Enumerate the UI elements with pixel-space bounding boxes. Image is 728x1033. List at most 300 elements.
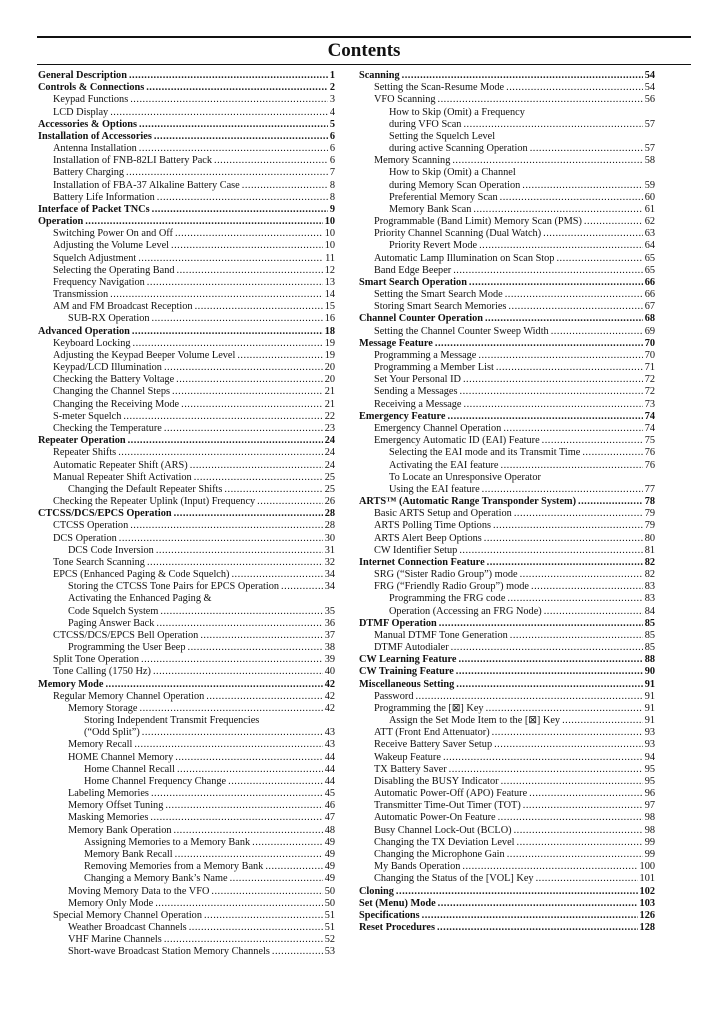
toc-dot-leader xyxy=(479,240,643,252)
toc-entry xyxy=(359,691,655,703)
toc-page-number: 9 xyxy=(329,203,335,215)
toc-page-number: 48 xyxy=(324,824,335,836)
toc-entry-label: Programming the [⊠] Key xyxy=(374,702,484,714)
toc-entry-label: Regular Memory Channel Operation xyxy=(53,690,205,702)
toc-entry-label: Activating the EAI feature xyxy=(389,459,499,471)
toc-entry xyxy=(38,460,335,472)
toc-page-number: 78 xyxy=(644,496,655,508)
toc-entry xyxy=(359,508,655,520)
toc-entry-label: Changing the Default Repeater Shifts xyxy=(68,483,223,495)
toc-entry xyxy=(359,326,655,338)
toc-entry xyxy=(38,764,335,776)
toc-page-number: 45 xyxy=(324,788,335,800)
toc-dot-leader xyxy=(110,107,328,119)
toc-dot-leader xyxy=(252,837,323,849)
toc-dot-leader xyxy=(500,192,643,204)
toc-page-number: 102 xyxy=(639,885,655,897)
toc-page-number: 82 xyxy=(644,569,655,581)
toc-entry-label: Adjusting the Volume Level xyxy=(53,240,170,252)
toc-dot-leader xyxy=(175,228,323,240)
toc-entry xyxy=(38,752,335,764)
toc-page-number: 49 xyxy=(324,836,335,848)
toc-page-number: 44 xyxy=(324,751,335,763)
toc-entry-label: during Memory Scan Operation xyxy=(389,179,521,191)
toc-entry-label: Set (Menu) Mode xyxy=(359,897,436,909)
toc-dot-leader xyxy=(231,569,322,581)
toc-entry xyxy=(359,825,655,837)
toc-entry xyxy=(359,837,655,849)
toc-dot-leader xyxy=(132,326,323,338)
toc-entry xyxy=(38,94,335,106)
toc-page-number: 66 xyxy=(644,289,655,301)
toc-page-number: 50 xyxy=(324,897,335,909)
toc-entry-label: (“Odd Split”) xyxy=(84,727,140,739)
toc-entry-label: Masking Memories xyxy=(68,812,149,824)
toc-dot-leader xyxy=(181,399,323,411)
toc-entry xyxy=(38,435,335,447)
toc-entry-label: AM and FM Broadcast Reception xyxy=(53,301,193,313)
toc-dot-leader xyxy=(211,886,322,898)
toc-entry xyxy=(38,496,335,508)
toc-entry-label: Installation of FBA-37 Alkaline Battery Case xyxy=(53,179,240,191)
toc-page-number: 76 xyxy=(644,459,655,471)
toc-entry xyxy=(38,447,335,459)
toc-page-number: 91 xyxy=(644,702,655,714)
toc-entry-label: Selecting the Operating Band xyxy=(53,264,175,276)
toc-dot-leader xyxy=(508,301,642,313)
toc-page-number: 28 xyxy=(324,520,335,532)
toc-entry xyxy=(38,508,335,520)
toc-entry xyxy=(38,253,335,265)
toc-entry xyxy=(359,922,655,934)
toc-entry xyxy=(359,313,655,325)
toc-entry xyxy=(38,216,335,228)
toc-entry xyxy=(359,618,655,630)
toc-dot-leader xyxy=(501,776,643,788)
toc-entry-label: Adjusting the Keypad Beeper Volume Level xyxy=(53,349,236,361)
toc-dot-leader xyxy=(510,630,643,642)
toc-entry-label: CW Learning Feature xyxy=(359,654,457,666)
toc-page-number: 54 xyxy=(644,82,655,94)
toc-dot-leader xyxy=(456,679,642,691)
toc-entry xyxy=(38,350,335,362)
toc-dot-leader xyxy=(139,143,328,155)
toc-dot-leader xyxy=(582,447,642,459)
toc-entry-label: ATT (Front End Attenuator) xyxy=(374,727,490,739)
toc-dot-leader xyxy=(531,581,643,593)
toc-page-number: 10 xyxy=(324,240,335,252)
toc-entry-label: CW Training Feature xyxy=(359,666,454,678)
toc-entry xyxy=(359,812,655,824)
toc-entry-label: LCD Display xyxy=(53,106,109,118)
toc-entry xyxy=(38,910,335,922)
toc-entry xyxy=(359,764,655,776)
toc-entry xyxy=(38,715,335,727)
toc-dot-leader xyxy=(85,216,323,228)
toc-entry-label: Tone Calling (1750 Hz) xyxy=(53,666,151,678)
toc-dot-leader xyxy=(151,788,323,800)
toc-entry xyxy=(38,131,335,143)
toc-page-number: 4 xyxy=(329,106,335,118)
toc-dot-leader xyxy=(456,666,643,678)
toc-entry xyxy=(359,593,655,605)
toc-page-number: 24 xyxy=(324,435,335,447)
toc-entry-label: Disabling the BUSY Indicator xyxy=(374,775,499,787)
toc-page-number: 79 xyxy=(644,520,655,532)
toc-page-number: 15 xyxy=(324,301,335,313)
toc-entry-label: Installation of FNB-82LI Battery Pack xyxy=(53,155,212,167)
toc-page-number: 83 xyxy=(644,593,655,605)
toc-dot-leader xyxy=(438,94,643,106)
toc-dot-leader xyxy=(130,94,328,106)
toc-entry xyxy=(38,849,335,861)
toc-page-number: 47 xyxy=(324,812,335,824)
toc-dot-leader xyxy=(171,240,323,252)
toc-entry xyxy=(38,192,335,204)
toc-page-number: 61 xyxy=(644,203,655,215)
toc-dot-leader xyxy=(487,557,643,569)
toc-page-number: 126 xyxy=(639,909,655,921)
toc-entry-label: Memory Scanning xyxy=(374,155,451,167)
toc-entry-label: Memory Storage xyxy=(68,702,138,714)
toc-entry-label: Storing Independent Transmit Frequencies xyxy=(84,715,260,727)
toc-entry xyxy=(359,107,655,119)
toc-entry xyxy=(38,606,335,618)
toc-entry-label: How to Skip (Omit) a Channel xyxy=(389,167,516,179)
toc-page-number: 10 xyxy=(324,216,335,228)
toc-entry-label: Squelch Adjustment xyxy=(53,252,137,264)
toc-entry xyxy=(359,119,655,131)
toc-entry xyxy=(359,581,655,593)
toc-entry xyxy=(359,654,655,666)
toc-page-number: 93 xyxy=(644,727,655,739)
toc-dot-leader xyxy=(119,533,323,545)
toc-page-number: 32 xyxy=(324,556,335,568)
toc-dot-leader xyxy=(484,533,643,545)
toc-dot-leader xyxy=(402,70,643,82)
toc-entry-label: Setting the Scan-Resume Mode xyxy=(374,82,505,94)
toc-entry-label: CTCSS/DCS/EPCS Operation xyxy=(38,508,172,520)
toc-entry-label: Memory Bank Operation xyxy=(68,824,172,836)
toc-page-number: 82 xyxy=(644,556,655,568)
toc-entry xyxy=(38,666,335,678)
toc-entry xyxy=(359,155,655,167)
toc-entry xyxy=(359,277,655,289)
toc-entry-label: Miscellaneous Setting xyxy=(359,678,455,690)
toc-page-number: 31 xyxy=(324,544,335,556)
toc-entry xyxy=(359,143,655,155)
toc-entry xyxy=(38,618,335,630)
toc-dot-leader xyxy=(153,666,323,678)
toc-page-number: 91 xyxy=(644,678,655,690)
toc-page-number: 62 xyxy=(644,216,655,228)
toc-dot-leader xyxy=(501,460,643,472)
toc-entry-label: during active Scanning Operation xyxy=(389,143,528,155)
toc-dot-leader xyxy=(422,910,638,922)
toc-dot-leader xyxy=(147,277,323,289)
toc-entry xyxy=(359,569,655,581)
toc-page-number: 46 xyxy=(324,800,335,812)
toc-dot-leader xyxy=(529,788,643,800)
toc-dot-leader xyxy=(463,119,642,131)
toc-page-number: 57 xyxy=(644,143,655,155)
toc-page-number: 128 xyxy=(639,922,655,934)
toc-entry xyxy=(38,423,335,435)
toc-page-number: 24 xyxy=(324,459,335,471)
toc-entry-label: Repeater Operation xyxy=(38,435,126,447)
toc-entry xyxy=(38,557,335,569)
toc-dot-leader xyxy=(578,496,643,508)
toc-entry-label: FRG (“Friendly Radio Group”) mode xyxy=(374,581,530,593)
toc-page-number: 81 xyxy=(644,544,655,556)
toc-entry-label: Changing a Memory Bank’s Name xyxy=(84,873,228,885)
toc-entry xyxy=(38,119,335,131)
toc-entry xyxy=(38,922,335,934)
toc-page-number: 3 xyxy=(329,94,335,106)
toc-page-number: 18 xyxy=(324,325,335,337)
toc-entry xyxy=(38,812,335,824)
toc-page-number: 40 xyxy=(324,666,335,678)
toc-page-number: 16 xyxy=(324,313,335,325)
toc-page-number: 91 xyxy=(644,690,655,702)
toc-entry xyxy=(359,557,655,569)
toc-entry xyxy=(38,837,335,849)
toc-page-number: 7 xyxy=(329,167,335,179)
toc-dot-leader xyxy=(556,253,642,265)
toc-entry xyxy=(359,386,655,398)
toc-entry-label: Memory Only Mode xyxy=(68,897,154,909)
toc-page-number: 58 xyxy=(644,155,655,167)
toc-dot-leader xyxy=(150,812,322,824)
toc-page-number: 98 xyxy=(644,812,655,824)
toc-page-number: 79 xyxy=(644,508,655,520)
toc-dot-leader xyxy=(272,946,323,958)
toc-dot-leader xyxy=(123,411,322,423)
toc-entry-label: TX Battery Saver xyxy=(374,763,447,775)
toc-dot-leader xyxy=(265,861,322,873)
toc-entry-label: Assigning Memories to a Memory Bank xyxy=(84,836,251,848)
toc-entry xyxy=(359,399,655,411)
toc-entry xyxy=(359,167,655,179)
toc-entry xyxy=(38,265,335,277)
toc-dot-leader xyxy=(458,654,642,666)
toc-entry-label: Keypad/LCD Illumination xyxy=(53,362,162,374)
toc-page-number: 23 xyxy=(324,422,335,434)
toc-entry-label: Busy Channel Lock-Out (BCLO) xyxy=(374,824,512,836)
toc-dot-leader xyxy=(128,435,323,447)
toc-page-number: 5 xyxy=(329,118,335,130)
toc-entry-label: Labeling Memories xyxy=(68,788,149,800)
toc-dot-leader xyxy=(160,606,322,618)
toc-dot-leader xyxy=(438,898,638,910)
toc-entry xyxy=(38,934,335,946)
toc-entry-label: Programming a Member List xyxy=(374,362,494,374)
toc-dot-leader xyxy=(140,703,323,715)
toc-entry-label: Controls & Connections xyxy=(38,82,145,94)
toc-entry xyxy=(38,630,335,642)
toc-entry xyxy=(359,630,655,642)
toc-entry xyxy=(38,898,335,910)
toc-entry-label: Priority Revert Mode xyxy=(389,240,478,252)
toc-dot-leader xyxy=(452,155,642,167)
toc-page-number: 44 xyxy=(324,775,335,787)
toc-entry-label: Emergency Channel Operation xyxy=(374,422,502,434)
toc-page-number: 69 xyxy=(644,325,655,337)
toc-entry-label: ARTS Alert Beep Options xyxy=(374,532,482,544)
toc-dot-leader xyxy=(214,155,328,167)
toc-entry xyxy=(38,180,335,192)
toc-left-column xyxy=(38,70,335,959)
toc-entry xyxy=(359,788,655,800)
toc-entry xyxy=(359,752,655,764)
toc-page-number: 84 xyxy=(644,605,655,617)
toc-dot-leader xyxy=(396,886,638,898)
toc-dot-leader xyxy=(584,216,643,228)
toc-dot-leader xyxy=(155,898,322,910)
toc-dot-leader xyxy=(130,520,322,532)
toc-page-number: 22 xyxy=(324,410,335,422)
toc-entry-label: Programmable (Band Limit) Memory Scan (PMS) xyxy=(374,216,582,228)
toc-dot-leader xyxy=(506,82,643,94)
toc-dot-leader xyxy=(224,484,322,496)
top-rule-thin xyxy=(37,64,691,65)
toc-dot-leader xyxy=(523,800,643,812)
toc-dot-leader xyxy=(152,204,328,216)
toc-entry xyxy=(359,362,655,374)
toc-page-number: 56 xyxy=(644,94,655,106)
toc-dot-leader xyxy=(551,326,643,338)
toc-page-number: 97 xyxy=(644,800,655,812)
toc-entry xyxy=(38,326,335,338)
toc-entry-label: Wakeup Feature xyxy=(374,751,441,763)
toc-entry xyxy=(359,910,655,922)
toc-page-number: 57 xyxy=(644,118,655,130)
toc-dot-leader xyxy=(463,374,643,386)
toc-page-number: 73 xyxy=(644,398,655,410)
toc-dot-leader xyxy=(522,180,642,192)
toc-page-number: 77 xyxy=(644,483,655,495)
toc-page-number: 74 xyxy=(644,422,655,434)
toc-entry-label: Memory Bank Scan xyxy=(389,203,472,215)
toc-page-number: 59 xyxy=(644,179,655,191)
toc-entry xyxy=(38,82,335,94)
toc-entry-label: Checking the Temperature xyxy=(53,422,162,434)
toc-entry-label: Advanced Operation xyxy=(38,325,130,337)
toc-entry xyxy=(359,545,655,557)
toc-entry-label: CW Identifier Setup xyxy=(374,544,458,556)
toc-page-number: 64 xyxy=(644,240,655,252)
toc-entry xyxy=(38,338,335,350)
toc-dot-leader xyxy=(536,873,638,885)
toc-dot-leader xyxy=(451,642,643,654)
toc-page-number: 34 xyxy=(324,581,335,593)
toc-entry-label: Battery Life Information xyxy=(53,191,155,203)
toc-dot-leader xyxy=(190,460,323,472)
toc-entry xyxy=(38,800,335,812)
toc-page-number: 63 xyxy=(644,228,655,240)
toc-entry-label: Specifications xyxy=(359,909,420,921)
toc-entry xyxy=(359,666,655,678)
toc-entry xyxy=(359,131,655,143)
toc-entry-label: Memory Offset Tuning xyxy=(68,800,164,812)
toc-entry-label: Changing the TX Deviation Level xyxy=(374,836,515,848)
toc-entry-label: Preferential Memory Scan xyxy=(389,191,498,203)
toc-dot-leader xyxy=(473,204,642,216)
toc-entry xyxy=(359,265,655,277)
toc-page-number: 95 xyxy=(644,763,655,775)
toc-dot-leader xyxy=(543,228,643,240)
toc-dot-leader xyxy=(177,764,323,776)
toc-entry-label: VHF Marine Channels xyxy=(68,934,162,946)
toc-entry-label: HOME Channel Memory xyxy=(68,751,174,763)
toc-entry-label: Paging Answer Back xyxy=(68,617,155,629)
toc-page-number: 52 xyxy=(324,934,335,946)
toc-entry-label: Interface of Packet TNCs xyxy=(38,203,150,215)
toc-entry xyxy=(38,691,335,703)
toc-entry xyxy=(359,70,655,82)
toc-entry xyxy=(38,642,335,654)
toc-page-number: 25 xyxy=(324,471,335,483)
toc-entry-label: DCS Operation xyxy=(53,532,117,544)
toc-entry-label: Changing the Channel Steps xyxy=(53,386,170,398)
toc-page-number: 103 xyxy=(639,897,655,909)
toc-entry xyxy=(38,472,335,484)
toc-entry xyxy=(38,107,335,119)
toc-dot-leader xyxy=(505,289,643,301)
toc-entry xyxy=(359,423,655,435)
toc-dot-leader xyxy=(443,752,643,764)
toc-dot-leader xyxy=(105,679,322,691)
toc-entry-label: Band Edge Beeper xyxy=(374,264,452,276)
toc-dot-leader xyxy=(517,837,643,849)
top-rule-thick xyxy=(37,36,691,38)
toc-dot-leader xyxy=(189,922,323,934)
toc-page-number: 96 xyxy=(644,788,655,800)
toc-entry xyxy=(359,703,655,715)
toc-dot-leader xyxy=(152,313,323,325)
toc-dot-leader xyxy=(172,386,323,398)
toc-entry-label: Setting the Squelch Level xyxy=(389,130,496,142)
toc-entry xyxy=(359,289,655,301)
toc-dot-leader xyxy=(175,849,323,861)
toc-dot-leader xyxy=(237,350,322,362)
toc-entry xyxy=(359,873,655,885)
toc-dot-leader xyxy=(242,180,328,192)
page-title: Contents xyxy=(327,40,401,61)
toc-entry-label: Switching Power On and Off xyxy=(53,228,173,240)
toc-entry-label: Storing Smart Search Memories xyxy=(374,301,507,313)
toc-entry xyxy=(38,739,335,751)
toc-entry-label: Automatic Power-On Feature xyxy=(374,812,496,824)
toc-entry-label: Split Tone Operation xyxy=(53,654,140,666)
toc-dot-leader xyxy=(164,934,323,946)
toc-page-number: 14 xyxy=(324,289,335,301)
toc-page-number: 21 xyxy=(324,398,335,410)
toc-dot-leader xyxy=(204,910,323,922)
toc-page-number: 51 xyxy=(324,909,335,921)
toc-page-number: 88 xyxy=(644,654,655,666)
toc-entry xyxy=(359,642,655,654)
toc-page-number: 65 xyxy=(644,252,655,264)
toc-entry xyxy=(359,606,655,618)
toc-entry xyxy=(359,350,655,362)
toc-entry xyxy=(38,301,335,313)
toc-entry-label: Antenna Installation xyxy=(53,143,137,155)
toc-entry xyxy=(359,216,655,228)
toc-entry xyxy=(359,484,655,496)
toc-dot-leader xyxy=(562,715,643,727)
toc-entry xyxy=(359,228,655,240)
